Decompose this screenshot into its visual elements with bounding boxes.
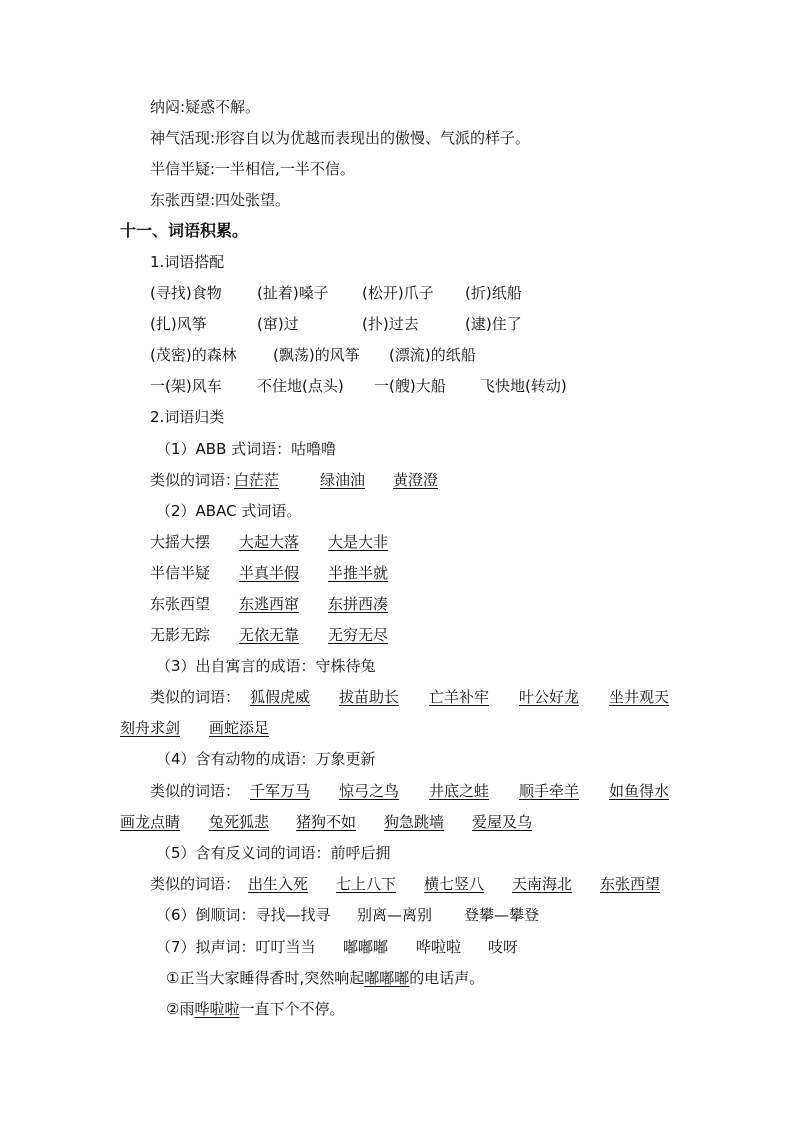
fable-word: 刻舟求剑	[120, 719, 181, 737]
collocation-item: (逮)住了	[465, 315, 522, 333]
antonym-word: 七上八下	[336, 875, 397, 893]
animal-word: 狗急跳墙	[384, 813, 445, 831]
example-sentence-2	[166, 999, 344, 1019]
animal-word: 千军万马	[250, 782, 311, 800]
collocation-item: (茂密)的森林	[150, 346, 237, 364]
antonym-word: 出生入死	[248, 875, 309, 893]
onomatopoeia-word: 嘟嘟嘟	[343, 938, 389, 956]
fable-similar-prefix: 类似的词语：	[150, 688, 241, 706]
definition-line-2: 神气活现:形容自以为优越而表现出的傲慢、气派的样子。	[150, 129, 531, 147]
reverse-label: （6）倒顺词：寻找—找寻	[156, 906, 331, 924]
collocation-item: (扯着)嗓子	[257, 284, 329, 302]
reverse-word: 别离—离别	[357, 906, 433, 924]
abac-word: 无穷无尽	[328, 626, 389, 644]
abb-word: 白茫茫	[234, 471, 280, 489]
animal-word: 画龙点睛	[120, 813, 181, 831]
abac-word: 东逃西窜	[239, 595, 300, 613]
abac-word: 半推半就	[328, 564, 389, 582]
section-title: 十一、词语积累。	[120, 221, 249, 240]
collocation-item: (扎)风筝	[150, 315, 207, 333]
fable-word: 狐假虎威	[250, 688, 311, 706]
abb-similar-prefix: 类似的词语：	[150, 471, 241, 489]
onomatopoeia-word: 吱呀	[488, 938, 519, 956]
animal-word: 兔死狐悲	[209, 813, 270, 831]
collocation-item: 一(艘)大船	[374, 377, 446, 395]
collocation-item: (寻找)食物	[150, 284, 222, 302]
fable-word: 亡羊补牢	[429, 688, 490, 706]
abb-label: （1）ABB 式词语：咕噜噜	[156, 440, 337, 458]
sentence-underlined-word: 嘟嘟嘟	[364, 969, 410, 987]
antonym-similar-prefix: 类似的词语：	[150, 875, 241, 893]
onomatopoeia-label: （7）拟声词：叮叮当当	[156, 938, 316, 956]
fable-label: （3）出自寓言的成语：守株待兔	[156, 657, 376, 675]
antonym-word: 东张西望	[600, 875, 661, 893]
animal-word: 井底之蛙	[429, 782, 490, 800]
abb-word: 绿油油	[320, 471, 366, 489]
abac-word: 东拼西凑	[328, 595, 389, 613]
antonym-word: 横七竖八	[424, 875, 485, 893]
abac-base-word: 无影无踪	[150, 626, 211, 644]
sentence-text: 的电话声。	[409, 969, 485, 987]
collocation-item: (窜)过	[257, 315, 299, 333]
abac-word: 大起大落	[239, 533, 300, 551]
collocation-item: (松开)爪子	[362, 284, 434, 302]
collocation-item: 飞快地(转动)	[480, 377, 567, 395]
collocation-item: (扑)过去	[362, 315, 419, 333]
abac-word: 半真半假	[239, 564, 300, 582]
collocation-item: (漂流)的纸船	[389, 346, 476, 364]
fable-word: 叶公好龙	[519, 688, 580, 706]
abac-word: 大是大非	[328, 533, 389, 551]
collocation-item: (飘荡)的风筝	[273, 346, 360, 364]
animal-word: 猪狗不如	[296, 813, 357, 831]
animal-word: 惊弓之鸟	[339, 782, 400, 800]
definition-line-3: 半信半疑:一半相信,一半不信。	[150, 160, 355, 178]
sentence-text: ②雨	[166, 1000, 195, 1018]
animal-label: （4）含有动物的成语：万象更新	[156, 750, 376, 768]
abb-word: 黄澄澄	[393, 471, 439, 489]
fable-word: 拔苗助长	[339, 688, 400, 706]
antonym-word: 天南海北	[512, 875, 573, 893]
subsection-title-collocation: 1.词语搭配	[150, 253, 225, 271]
fable-word: 画蛇添足	[209, 719, 270, 737]
abac-label: （2）ABAC 式词语。	[156, 502, 302, 520]
abac-base-word: 东张西望	[150, 595, 211, 613]
sentence-text: ①正当大家睡得香时,突然响起	[166, 969, 365, 987]
fable-word: 坐井观天	[609, 688, 670, 706]
definition-line-1: 纳闷:疑惑不解。	[150, 98, 261, 116]
antonym-label: （5）含有反义词的词语：前呼后拥	[156, 844, 391, 862]
sentence-text: 一直下个不停。	[239, 1000, 345, 1018]
reverse-word: 登攀—攀登	[464, 906, 540, 924]
abac-base-word: 半信半疑	[150, 564, 211, 582]
animal-word: 顺手牵羊	[519, 782, 580, 800]
sentence-underlined-word: 哗啦啦	[194, 1000, 240, 1018]
animal-word: 爱屋及乌	[472, 813, 533, 831]
animal-word: 如鱼得水	[609, 782, 670, 800]
onomatopoeia-word: 哗啦啦	[416, 938, 462, 956]
collocation-item: (折)纸船	[465, 284, 522, 302]
collocation-item: 不住地(点头)	[257, 377, 344, 395]
abac-base-word: 大摇大摆	[150, 533, 211, 551]
subsection-title-classification: 2.词语归类	[150, 408, 225, 426]
example-sentence-1	[166, 968, 484, 988]
abac-word: 无依无靠	[239, 626, 300, 644]
collocation-item: 一(架)风车	[150, 377, 222, 395]
definition-line-4: 东张西望:四处张望。	[150, 191, 291, 209]
animal-similar-prefix: 类似的词语：	[150, 782, 241, 800]
